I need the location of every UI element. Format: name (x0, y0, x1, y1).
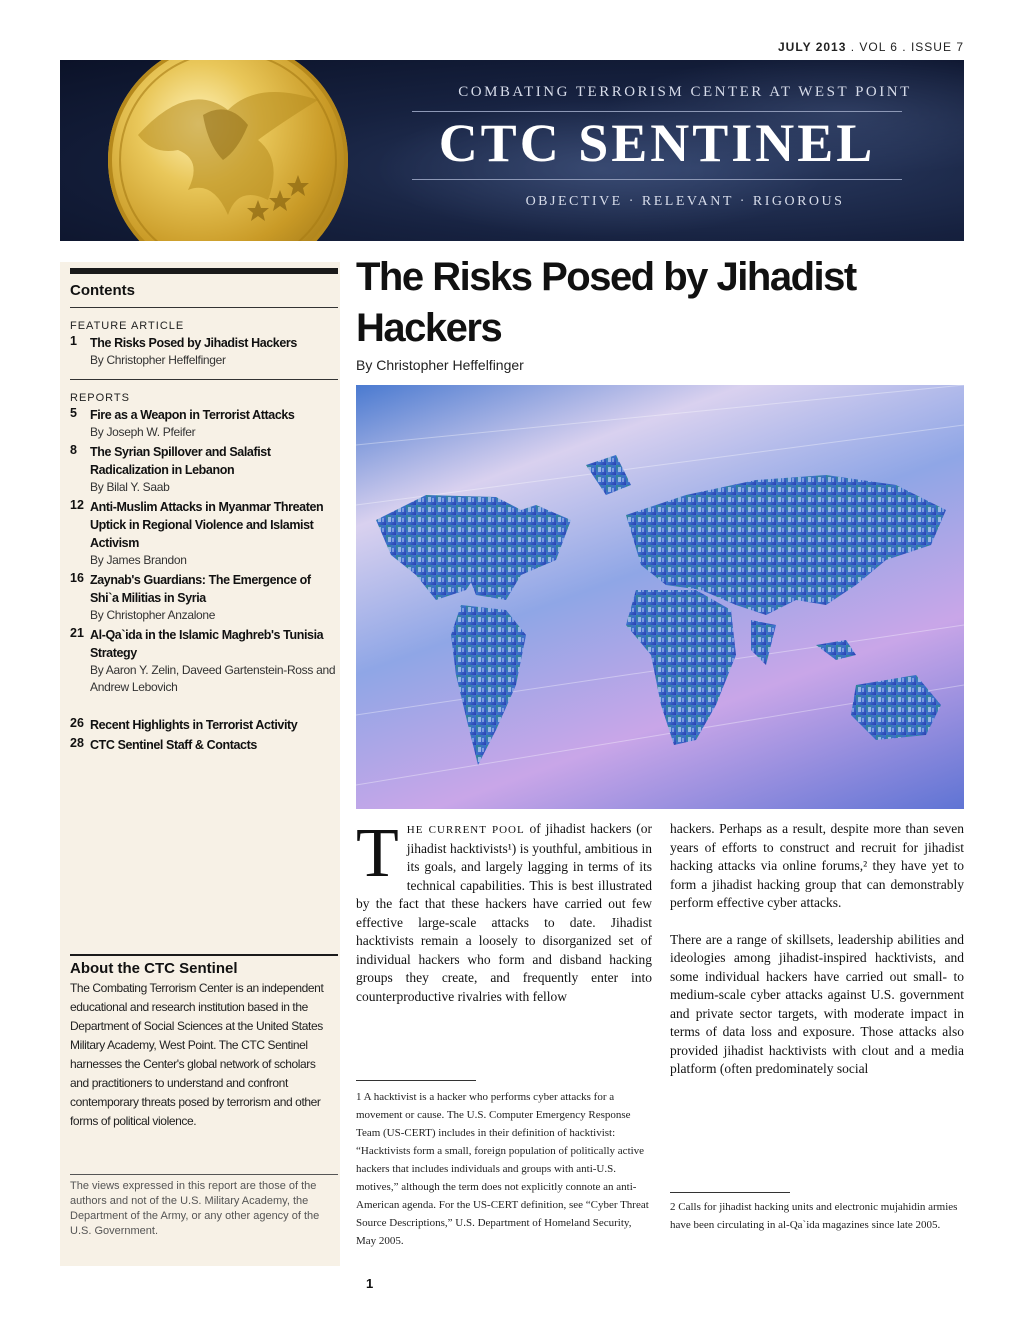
publication-title: CTC SENTINEL (438, 113, 876, 173)
toc-title: The Syrian Spillover and Salafist Radicalization in Lebanon (90, 445, 271, 477)
toc-page-number: 26 (70, 716, 84, 730)
world-map-image (356, 385, 964, 809)
issue-date: JULY 2013 (778, 40, 847, 54)
page-number: 1 (366, 1276, 374, 1291)
toc-item-report[interactable] (70, 406, 338, 441)
lead-small-caps: HE CURRENT POOL (406, 824, 525, 836)
footnote-2: 2 Calls for jihadist hacking units and electronic mujahidin armies have been circulating in al-Qa`ida magazines since late 2005. (670, 1201, 958, 1231)
sidebar-top-rule (70, 268, 338, 274)
toc-page-number: 8 (70, 443, 77, 457)
toc-title: Anti-Muslim Attacks in Myanmar Threaten Uptick in Regional Violence and Islamist Activism (90, 500, 324, 550)
contents-title: Contents (70, 282, 135, 299)
toc-page-number: 5 (70, 406, 77, 420)
toc-title: Al-Qa`ida in the Islamic Maghreb's Tunisia Strategy (90, 628, 324, 660)
toc-item-feature[interactable] (70, 334, 338, 369)
disclaimer-rule (70, 1174, 338, 1175)
feature-article-label: FEATURE ARTICLE (70, 320, 185, 332)
toc-title: Fire as a Weapon in Terrorist Attacks (90, 408, 295, 422)
reports-label: REPORTS (70, 392, 130, 404)
toc-page-number: 28 (70, 736, 84, 750)
toc-page-number: 21 (70, 626, 84, 640)
toc-author: By Bilal Y. Saab (90, 480, 170, 494)
toc-author: By Aaron Y. Zelin, Daveed Gartenstein-Ross and Andrew Lebovich (90, 663, 336, 694)
drop-cap: T (356, 815, 399, 892)
toc-author: By Christopher Heffelfinger (90, 353, 226, 367)
footnote-1: 1 A hacktivist is a hacker who performs cyber attacks for a movement or cause. The U.S. Computer Emergency Response Team (US-CERT) includes in their definition of hacktivist: “Hacktivists form a small, foreign population of politically active hackers that includes individuals and groups with anti-U.S. motives,” although the term does not explicitly connote an anti-American agenda. For the US-CERT definition, see “Cyber Threat Source Descriptions,” U.S. Department of Homeland Security, May 2005. (356, 1091, 649, 1247)
body-text: of jihadist hackers (or jihadist hacktivists¹) is youthful, ambitious in its goals, and largely lagging in terms of its technical capabilities. This is best illustrated by the fact that these hackers have carried out few effective large-scale attacks to date. Jihadist hacktivists remain a loosely to disorganized set of individual hackers who form and disband hacking groups they create, and frequently enter into counterproductive rivalries with fellow (356, 821, 652, 1004)
footnote-rule (670, 1192, 790, 1193)
about-text: The Combating Terrorism Center is an independent educational and research institution based in the Department of Social Sciences at the United States Military Academy, West Point. The CTC Sentinel harnesses the Center's global network of scholars and practitioners to understand and confront contemporary threats posed by terrorism and other forms of political violence. (70, 981, 324, 1128)
body-paragraph: hackers. Perhaps as a result, despite more than seven years of efforts to construct and recruit for jihadist hacking attacks via online forums,² they have yet to form a jihadist hacking group that can demonstrably perform effective cyber attacks. (670, 821, 964, 910)
toc-item-report[interactable] (70, 626, 338, 696)
body-paragraph: There are a range of skillsets, leadership abilities and ideologies among jihadist-inspired hacktivists, and some individual hackers have carried out small- to medium-scale cyber attacks against U.S. government and private sector targets, with moderate impact in terms of data loss and exposure. Those attacks also provided jihadist hacktivists with clout and a media platform (often predominately social (670, 931, 964, 1076)
eagle-seal-icon (108, 60, 348, 241)
toc-page-number: 16 (70, 571, 84, 585)
toc-title: CTC Sentinel Staff & Contacts (90, 738, 257, 752)
reports-divider (70, 379, 338, 380)
toc-author: By James Brandon (90, 553, 187, 567)
toc-item-report[interactable] (70, 498, 338, 569)
about-title: About the CTC Sentinel (70, 960, 238, 977)
masthead-rule-bottom (412, 179, 902, 180)
article-byline: By Christopher Heffelfinger (356, 357, 524, 373)
toc-title: Recent Highlights in Terrorist Activity (90, 718, 298, 732)
publication-motto: OBJECTIVE · RELEVANT · RIGOROUS (525, 194, 845, 209)
disclaimer-text: The views expressed in this report are those of the authors and not of the U.S. Military Academy, the Department of the Army, or any other agency of the U.S. Government. (70, 1180, 320, 1237)
footnote-rule (356, 1080, 476, 1081)
article-column-1 (356, 815, 652, 1006)
organization-name: COMBATING TERRORISM CENTER AT WEST POINT (458, 84, 912, 100)
toc-page-number: 12 (70, 498, 84, 512)
issue-line (778, 40, 964, 54)
about-top-rule (70, 954, 338, 956)
toc-author: By Joseph W. Pfeifer (90, 425, 196, 439)
toc-item-report[interactable] (70, 443, 338, 496)
article-headline: The Risks Posed by Jihadist Hackers (356, 255, 856, 350)
toc-author: By Christopher Anzalone (90, 608, 216, 622)
toc-item-staff[interactable] (70, 736, 338, 754)
article-column-2 (670, 820, 964, 1097)
toc-title: Zaynab's Guardians: The Emergence of Shi`a Militias in Syria (90, 573, 311, 605)
toc-title: The Risks Posed by Jihadist Hackers (90, 336, 297, 350)
toc-item-highlights[interactable] (70, 716, 338, 734)
contents-sidebar (60, 262, 340, 1266)
toc-page-number: 1 (70, 334, 77, 348)
masthead-banner (60, 60, 964, 241)
issue-volume: . VOL 6 . ISSUE 7 (846, 40, 964, 54)
toc-item-report[interactable] (70, 571, 338, 624)
contents-divider (70, 307, 338, 308)
